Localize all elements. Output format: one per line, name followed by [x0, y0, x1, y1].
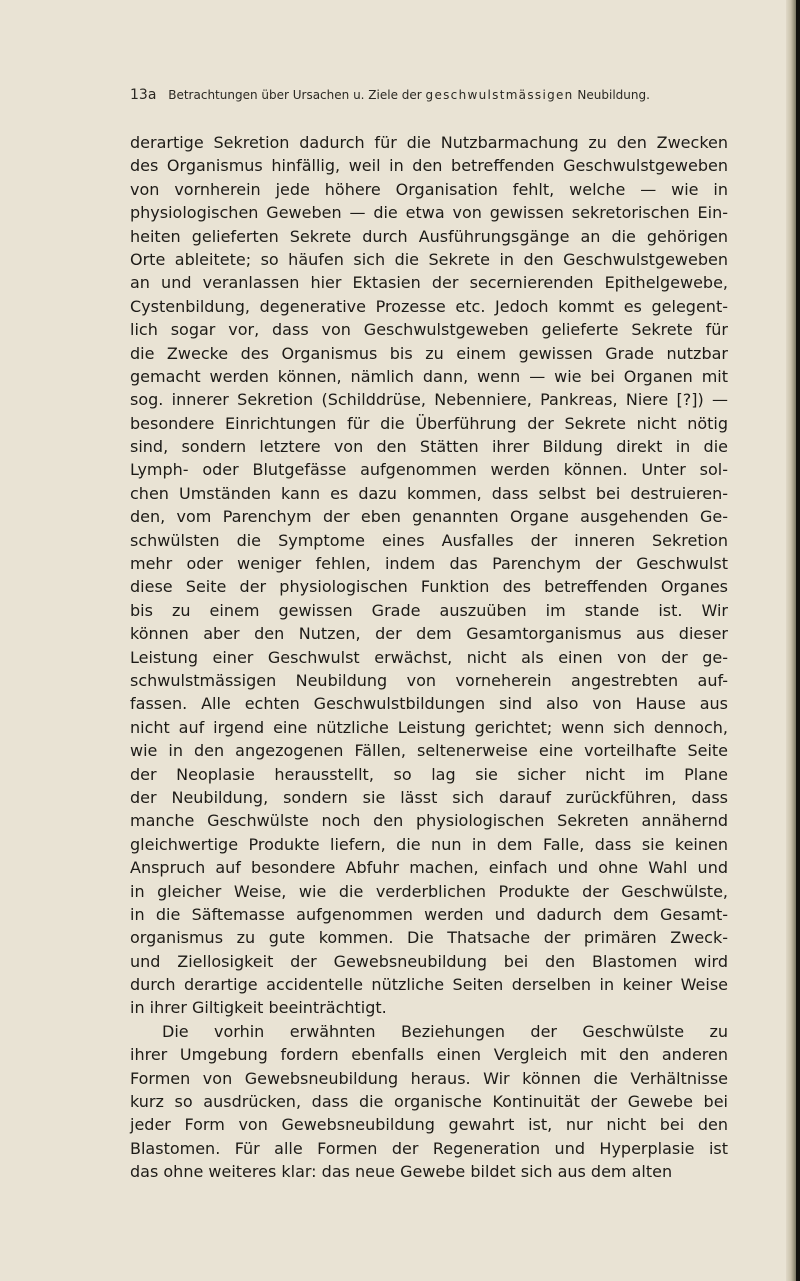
text-line: können aber den Nutzen, der dem Gesamtorganismus aus dieser — [130, 624, 728, 644]
text-line: manche Geschwülste noch den physiologischen Sekreten annähernd — [130, 811, 728, 831]
text-line: mehr oder weniger fehlen, indem das Parenchym der Geschwulst — [130, 554, 728, 574]
text-line: sog. innerer Sekretion (Schilddrüse, Nebenniere, Pankreas, Niere [?]) — — [130, 390, 728, 410]
text-line: in gleicher Weise, wie die verderblichen Produkte der Geschwülste, — [130, 881, 728, 901]
text-line: besondere Einrichtungen für die Überführung der Sekrete nicht nötig — [130, 413, 728, 433]
text-line: chen Umständen kann es dazu kommen, dass selbst bei destruieren- — [130, 483, 728, 503]
text-line: gleichwertige Produkte liefern, die nun in dem Falle, dass sie keinen — [130, 834, 728, 854]
text-line: sind, sondern letztere von den Stätten ihrer Bildung direkt in die — [130, 437, 728, 457]
text-line: lich sogar vor, dass von Geschwulstgeweben gelieferte Sekrete für — [130, 320, 728, 340]
text-line: der Neubildung, sondern sie lässt sich darauf zurückführen, dass — [130, 787, 728, 807]
header-title-spaced: geschwulstmässigen — [425, 88, 574, 102]
text-line: der Neoplasie herausstellt, so lag sie sicher nicht im Plane — [130, 764, 728, 784]
text-line: Lymph- oder Blutgefässe aufgenommen werden können. Unter sol- — [130, 460, 728, 480]
text-line: Orte ableitete; so häufen sich die Sekrete in den Geschwulstgeweben — [130, 249, 728, 269]
text-line: ihrer Umgebung fordern ebenfalls einen Vergleich mit den anderen — [130, 1045, 728, 1065]
text-line: organismus zu gute kommen. Die Thatsache der primären Zweck- — [130, 928, 728, 948]
text-line: des Organismus hinfällig, weil in den betreffenden Geschwulstgeweben — [130, 156, 728, 176]
text-line: nicht auf irgend eine nützliche Leistung gerichtet; wenn sich dennoch, — [130, 717, 728, 737]
text-line: von vornherein jede höhere Organisation fehlt, welche — wie in — [130, 179, 728, 199]
text-line: in ihrer Giltigkeit beeinträchtigt. — [130, 998, 387, 1018]
text-line: Die vorhin erwähnten Beziehungen der Geschwülste zu — [162, 1021, 728, 1041]
text-line: Cystenbildung, degenerative Prozesse etc. Jedoch kommt es gelegent- — [130, 296, 728, 316]
text-line: schwulstmässigen Neubildung von vorneherein angestrebten auf- — [130, 670, 728, 690]
text-line: schwülsten die Symptome eines Ausfalles der inneren Sekretion — [130, 530, 728, 550]
text-line: jeder Form von Gewebsneubildung gewahrt ist, nur nicht bei den — [130, 1115, 728, 1135]
text-line: die Zwecke des Organismus bis zu einem gewissen Grade nutzbar — [130, 343, 728, 363]
page-spine-shadow — [796, 0, 800, 1281]
text-line: heiten gelieferten Sekrete durch Ausführungsgänge an die gehörigen — [130, 226, 728, 246]
text-line: Blastomen. Für alle Formen der Regeneration und Hyperplasie ist — [130, 1138, 728, 1158]
text-line: derartige Sekretion dadurch für die Nutzbarmachung zu den Zwecken — [130, 133, 728, 152]
text-line: wie in den angezogenen Fällen, seltenerweise eine vorteilhafte Seite — [130, 741, 728, 761]
text-line: Formen von Gewebsneubildung heraus. Wir können die Verhältnisse — [130, 1068, 728, 1088]
text-line: diese Seite der physiologischen Funktion des betreffenden Organes — [130, 577, 728, 597]
text-line: kurz so ausdrücken, dass die organische Kontinuität der Gewebe bei — [130, 1092, 728, 1112]
text-line: physiologischen Geweben — die etwa von gewissen sekretorischen Ein- — [130, 203, 728, 223]
text-line: durch derartige accidentelle nützliche Seiten derselben in keiner Weise — [130, 975, 728, 995]
text-line: Leistung einer Geschwulst erwächst, nicht als einen von der ge- — [130, 647, 728, 667]
header-title: Betrachtungen über Ursachen u. Ziele der — [168, 88, 422, 102]
running-header — [130, 87, 730, 103]
text-line: bis zu einem gewissen Grade auszuüben im stande ist. Wir — [130, 600, 728, 620]
text-line: Anspruch auf besondere Abfuhr machen, einfach und ohne Wahl und — [130, 858, 728, 878]
text-line: in die Säftemasse aufgenommen werden und dadurch dem Gesamt- — [130, 904, 728, 924]
header-title-end: Neubildung. — [577, 88, 650, 102]
page-number: 13a — [130, 87, 157, 103]
text-line: den, vom Parenchym der eben genannten Organe ausgehenden Ge- — [130, 507, 728, 527]
text-line: gemacht werden können, nämlich dann, wenn — wie bei Organen mit — [130, 366, 728, 386]
body-text — [130, 131, 728, 1184]
text-line: fassen. Alle echten Geschwulstbildungen sind also von Hause aus — [130, 694, 728, 714]
text-line: und Ziellosigkeit der Gewebsneubildung bei den Blastomen wird — [130, 951, 728, 971]
text-line: das ohne weiteres klar: das neue Gewebe bildet sich aus dem alten — [130, 1162, 673, 1182]
text-line: an und veranlassen hier Ektasien der secernierenden Epithelgewebe, — [130, 273, 728, 293]
